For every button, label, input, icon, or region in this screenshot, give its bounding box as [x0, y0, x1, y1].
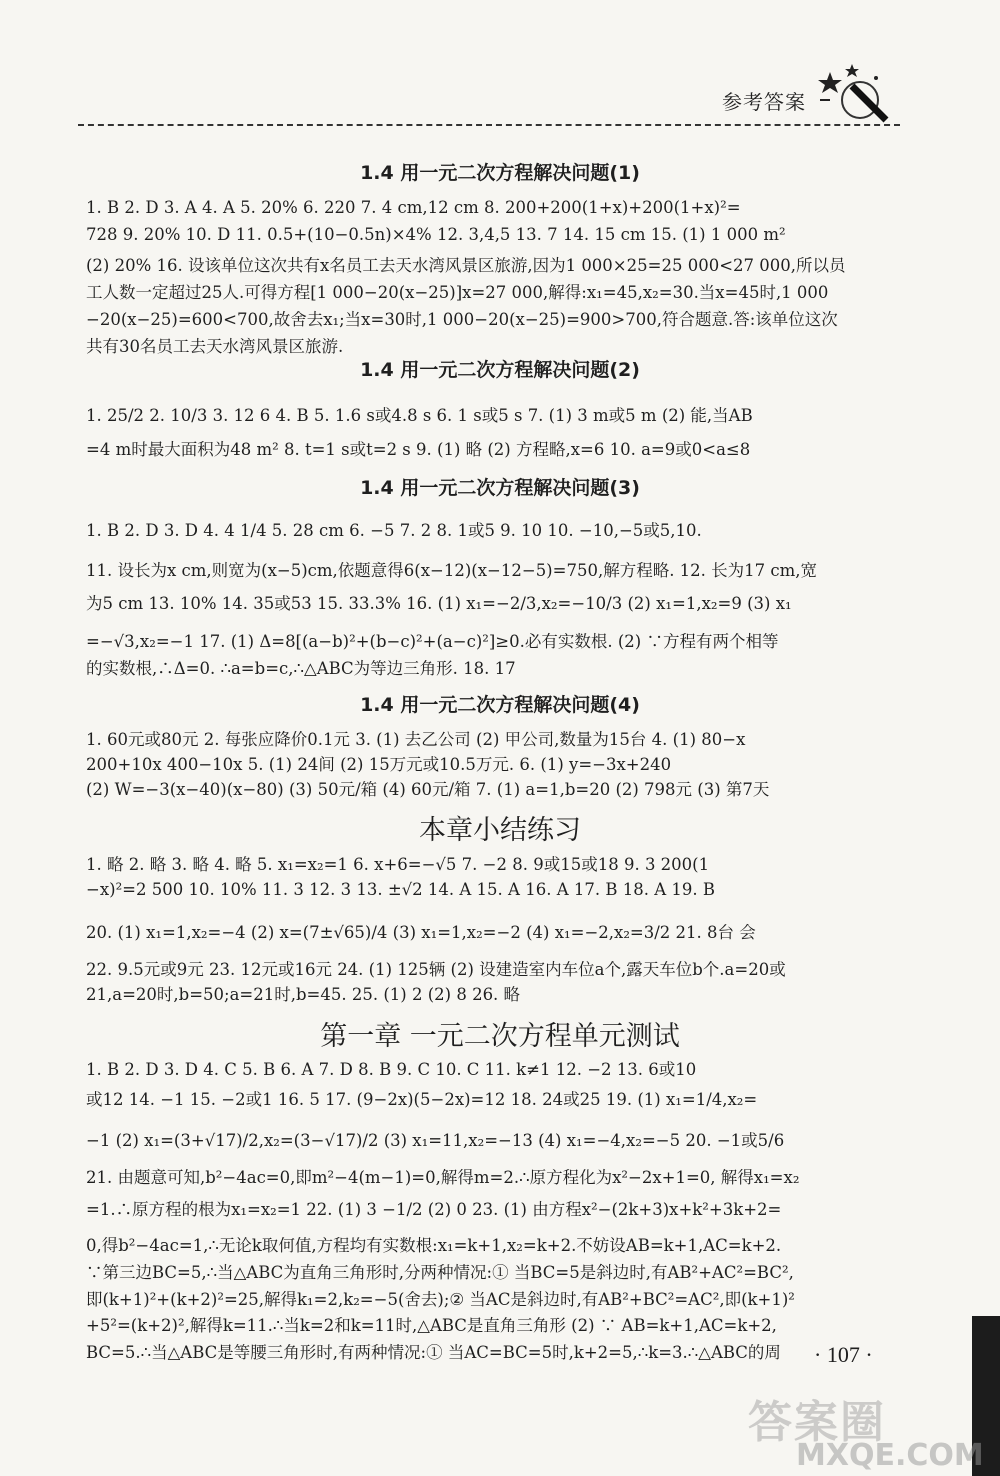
- watermark-text: 答案圈: [748, 1397, 886, 1448]
- answer-line: 1. B 2. D 3. D 4. 4 1/4 5. 28 cm 6. −5 7. 2 8. 1或5 9. 10 10. −10,−5或5,10.: [86, 521, 702, 540]
- answer-line: 为5 cm 13. 10% 14. 35或53 15. 33.3% 16. (1) x₁=−2/3,x₂=−10/3 (2) x₁=1,x₂=9 (3) x₁: [86, 594, 792, 613]
- page-number: · 107 ·: [814, 1342, 873, 1367]
- answer-line: 728 9. 20% 10. D 11. 0.5+(10−0.5n)×4% 12. 3,4,5 13. 7 14. 15 cm 15. (1) 1 000 m²: [86, 225, 786, 244]
- answer-line: 21,a=20时,b=50;a=21时,b=45. 25. (1) 2 (2) 8 26. 略: [86, 985, 521, 1004]
- magic-wand-icon: [812, 60, 892, 126]
- answer-line: +5²=(k+2)²,解得k=11.∴当k=2和k=11时,△ABC是直角三角形 (2) ∵ AB=k+1,AC=k+2,: [86, 1316, 777, 1335]
- answer-line: 21. 由题意可知,b²−4ac=0,即m²−4(m−1)=0,解得m=2.∴原方程化为x²−2x+1=0, 解得x₁=x₂: [86, 1168, 800, 1187]
- answer-line: 工人数一定超过25人.可得方程[1 000−20(x−25)]x=27 000,解得:x₁=45,x₂=30.当x=45时,1 000: [86, 283, 829, 302]
- answer-line: BC=5.∴当△ABC是等腰三角形时,有两种情况:① 当AC=BC=5时,k+2=5,∴k=3.∴△ABC的周: [86, 1343, 781, 1362]
- answer-line: 1. B 2. D 3. A 4. A 5. 20% 6. 220 7. 4 cm,12 cm 8. 200+200(1+x)+200(1+x)²=: [86, 198, 741, 217]
- answer-line: =1.∴原方程的根为x₁=x₂=1 22. (1) 3 −1/2 (2) 0 23. (1) 由方程x²−(2k+3)x+k²+3k+2=: [86, 1200, 782, 1219]
- answer-line: 1. B 2. D 3. D 4. C 5. B 6. A 7. D 8. B 9. C 10. C 11. k≠1 12. −2 13. 6或10: [86, 1060, 697, 1079]
- answer-line: =−√3,x₂=−1 17. (1) Δ=8[(a−b)²+(b−c)²+(a−c)²]≥0.必有实数根. (2) ∵方程有两个相等: [86, 632, 779, 651]
- answer-line: 共有30名员工去天水湾风景区旅游.: [86, 337, 344, 356]
- section-title: 1.4 用一元二次方程解决问题(1): [360, 162, 640, 184]
- chapter-summary-title: 本章小结练习: [419, 815, 581, 846]
- answer-line: 1. 略 2. 略 3. 略 4. 略 5. x₁=x₂=1 6. x+6=−√5 7. −2 8. 9或15或18 9. 3 200(1: [86, 855, 710, 874]
- answer-line: 20. (1) x₁=1,x₂=−4 (2) x=(7±√65)/4 (3) x₁=1,x₂=−2 (4) x₁=−2,x₂=3/2 21. 8台 会: [86, 923, 756, 942]
- section-title: 1.4 用一元二次方程解决问题(2): [360, 359, 640, 381]
- answer-line: 200+10x 400−10x 5. (1) 24间 (2) 15万元或10.5万元. 6. (1) y=−3x+240: [86, 755, 672, 774]
- answer-line: 或12 14. −1 15. −2或1 16. 5 17. (9−2x)(5−2x)=12 18. 24或25 19. (1) x₁=1/4,x₂=: [86, 1090, 758, 1109]
- answer-line: 0,得b²−4ac=1,∴无论k取何值,方程均有实数根:x₁=k+1,x₂=k+2.不妨设AB=k+1,AC=k+2.: [86, 1236, 782, 1255]
- section-title: 1.4 用一元二次方程解决问题(3): [360, 477, 640, 499]
- answer-line: −20(x−25)=600<700,故舍去x₁;当x=30时,1 000−20(x−25)=900>700,符合题意.答:该单位这次: [86, 310, 838, 329]
- watermark-url: MXQE.COM: [796, 1438, 984, 1473]
- answer-line: 即(k+1)²+(k+2)²=25,解得k₁=2,k₂=−5(舍去);② 当AC是斜边时,有AB²+BC²=AC²,即(k+1)²: [86, 1290, 795, 1309]
- answer-line: ∵第三边BC=5,∴当△ABC为直角三角形时,分两种情况:① 当BC=5是斜边时,有AB²+AC²=BC²,: [86, 1263, 794, 1282]
- header-label: 参考答案: [722, 90, 806, 114]
- answer-line: −1 (2) x₁=(3+√17)/2,x₂=(3−√17)/2 (3) x₁=11,x₂=−13 (4) x₁=−4,x₂=−5 20. −1或5/6: [86, 1131, 785, 1150]
- answer-line: −x)²=2 500 10. 10% 11. 3 12. 3 13. ±√2 14. A 15. A 16. A 17. B 18. A 19. B: [86, 880, 715, 899]
- answer-line: (2) W=−3(x−40)(x−80) (3) 50元/箱 (4) 60元/箱 7. (1) a=1,b=20 (2) 798元 (3) 第7天: [86, 780, 770, 799]
- unit-test-title: 第一章 一元二次方程单元测试: [320, 1021, 680, 1052]
- answer-line: 11. 设长为x cm,则宽为(x−5)cm,依题意得6(x−12)(x−12−5)=750,解方程略. 12. 长为17 cm,宽: [86, 561, 818, 580]
- answer-line: (2) 20% 16. 设该单位这次共有x名员工去天水湾风景区旅游,因为1 000×25=25 000<27 000,所以员: [86, 256, 846, 275]
- answer-line: =4 m时最大面积为48 m² 8. t=1 s或t=2 s 9. (1) 略 (2) 方程略,x=6 10. a=9或0<a≤8: [86, 440, 751, 459]
- header-dashed-divider: [78, 124, 900, 126]
- answer-line: 的实数根,∴Δ=0. ∴a=b=c,∴△ABC为等边三角形. 18. 17: [86, 659, 516, 678]
- section-title: 1.4 用一元二次方程解决问题(4): [360, 694, 640, 716]
- answer-line: 22. 9.5元或9元 23. 12元或16元 24. (1) 125辆 (2) 设建造室内车位a个,露天车位b个.a=20或: [86, 960, 786, 979]
- answer-line: 1. 25/2 2. 10/3 3. 12 6 4. B 5. 1.6 s或4.8 s 6. 1 s或5 s 7. (1) 3 m或5 m (2) 能,当AB: [86, 406, 753, 425]
- answer-line: 1. 60元或80元 2. 每张应降价0.1元 3. (1) 去乙公司 (2) 甲公司,数量为15台 4. (1) 80−x: [86, 730, 746, 749]
